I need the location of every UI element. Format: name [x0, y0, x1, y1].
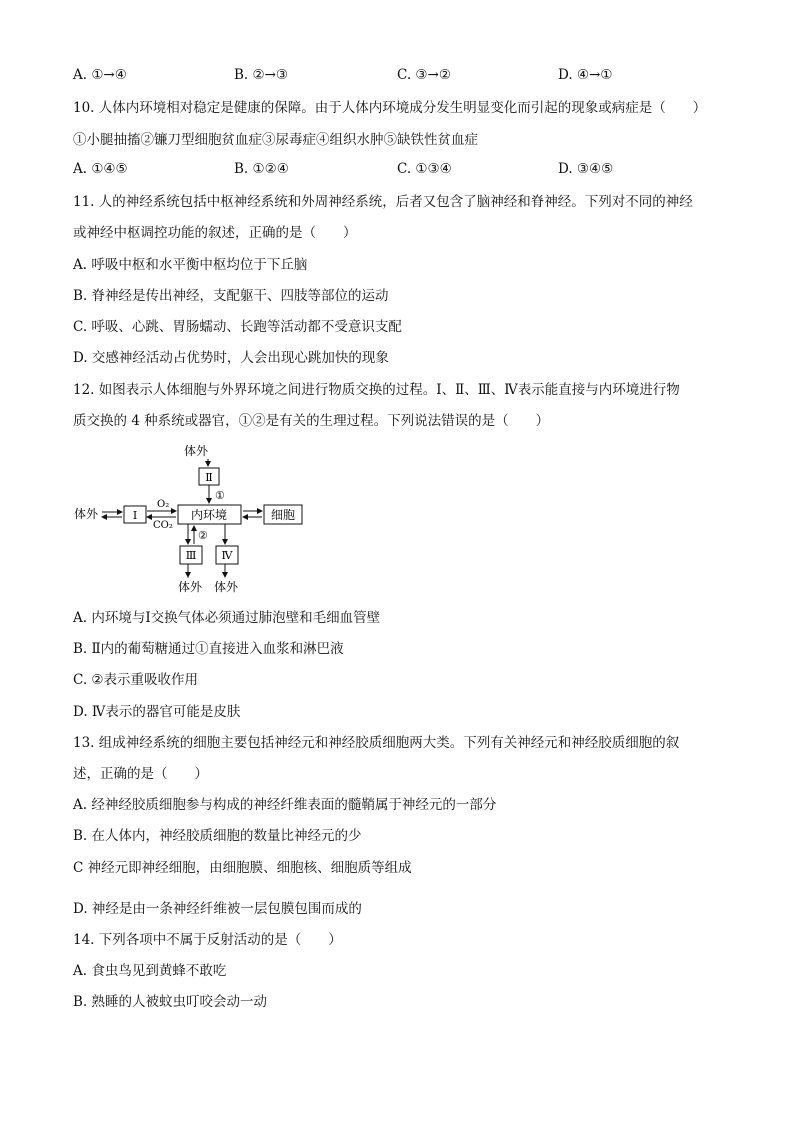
q13-option-b: B. 在人体内，神经胶质细胞的数量比神经元的少: [73, 828, 362, 844]
q13-stem-line1: 13. 组成神经系统的细胞主要包括神经元和神经胶质细胞两大类。下列有关神经元和神经胶质细胞的叙: [73, 735, 680, 751]
diagram-mark-1: ①: [215, 489, 225, 502]
diagram-box-i-label: Ⅰ: [132, 509, 138, 522]
q11-stem-line2: 或神经中枢调控功能的叙述，正确的是（ ）: [73, 225, 357, 241]
diagram-internal-environment-label: 内环境: [190, 508, 228, 522]
q9-option-d: D. ④→①: [558, 67, 613, 83]
diagram-outside-top: 体外: [183, 444, 209, 458]
q12-option-d: D. Ⅳ表示的器官可能是皮肤: [73, 704, 241, 720]
diagram-co2: CO₂: [153, 520, 173, 531]
q13-option-c: C 神经元即神经细胞，由细胞膜、细胞核、细胞质等组成: [73, 860, 412, 876]
q12-stem-line1: 12. 如图表示人体细胞与外界环境之间进行物质交换的过程。Ⅰ、Ⅱ、Ⅲ、Ⅳ表示能直接与内环境进行物: [73, 382, 680, 398]
diagram-box-iii-label: Ⅲ: [185, 549, 197, 562]
diagram-o2: O₂: [157, 499, 170, 510]
q9-option-b: B. ②→③: [234, 67, 289, 83]
q11-stem-line1: 11. 人的神经系统包括中枢神经系统和外周神经系统，后者又包含了脑神经和脊神经。下列对不同的神经: [73, 194, 693, 210]
q13-option-d: D. 神经是由一条神经纤维被一层包膜包围而成的: [73, 901, 362, 917]
diagram-cell-label: 细胞: [270, 508, 296, 522]
q10-option-a: A. ①④⑤: [73, 161, 128, 177]
q9-option-a: A. ①→④: [73, 67, 127, 83]
q11-option-c: C. 呼吸、心跳、胃肠蠕动、长跑等活动都不受意识支配: [73, 319, 402, 335]
q9-option-c: C. ③→②: [397, 67, 451, 83]
diagram-mark-2: ②: [198, 529, 208, 542]
q10-option-b: B. ①②④: [234, 161, 289, 177]
q11-option-b: B. 脊神经是传出神经，支配躯干、四肢等部位的运动: [73, 288, 389, 304]
q10-items: ①小腿抽搐②镰刀型细胞贫血症③尿毒症④组织水肿⑤缺铁性贫血症: [73, 132, 478, 148]
q11-option-a: A. 呼吸中枢和水平衡中枢均位于下丘脑: [73, 257, 308, 273]
q10-option-c: C. ①③④: [397, 161, 452, 177]
q14-option-a: A. 食虫鸟见到黄蜂不敢吃: [73, 963, 227, 979]
q14-option-b: B. 熟睡的人被蚊虫叮咬会动一动: [73, 994, 268, 1010]
q10-option-d: D. ③④⑤: [558, 161, 614, 177]
diagram-outside-bottom-right: 体外: [213, 580, 239, 594]
diagram-outside-bottom-left: 体外: [177, 580, 203, 594]
q10-options: [73, 161, 733, 179]
q12-stem-line2: 质交换的 4 种系统或器官，①②是有关的生理过程。下列说法错误的是（ ）: [73, 413, 550, 429]
diagram-box-ii-label: Ⅱ: [205, 471, 213, 484]
q9-options: [73, 67, 733, 85]
q11-option-d: D. 交感神经活动占优势时，人会出现心跳加快的现象: [73, 350, 389, 366]
diagram-box-iv-label: Ⅳ: [221, 549, 233, 562]
q12-option-a: A. 内环境与Ⅰ交换气体必须通过肺泡壁和毛细血管壁: [73, 610, 381, 626]
diagram-outside-left: 体外: [74, 507, 99, 521]
q10-stem: 10. 人体内环境相对稳定是健康的保障。由于人体内环境成分发生明显变化而引起的现象或病症是（ ）: [73, 100, 707, 116]
q12-option-b: B. Ⅱ内的葡萄糖通过①直接进入血浆和淋巴液: [73, 641, 344, 657]
q12-option-c: C. ②表示重吸收作用: [73, 672, 199, 688]
q13-option-a: A. 经神经胶质细胞参与构成的神经纤维表面的髓鞘属于神经元的一部分: [73, 797, 497, 813]
q14-stem: 14. 下列各项中不属于反射活动的是（ ）: [73, 932, 342, 948]
exchange-diagram: [72, 440, 312, 596]
q13-stem-line2: 述，正确的是（ ）: [73, 766, 208, 782]
